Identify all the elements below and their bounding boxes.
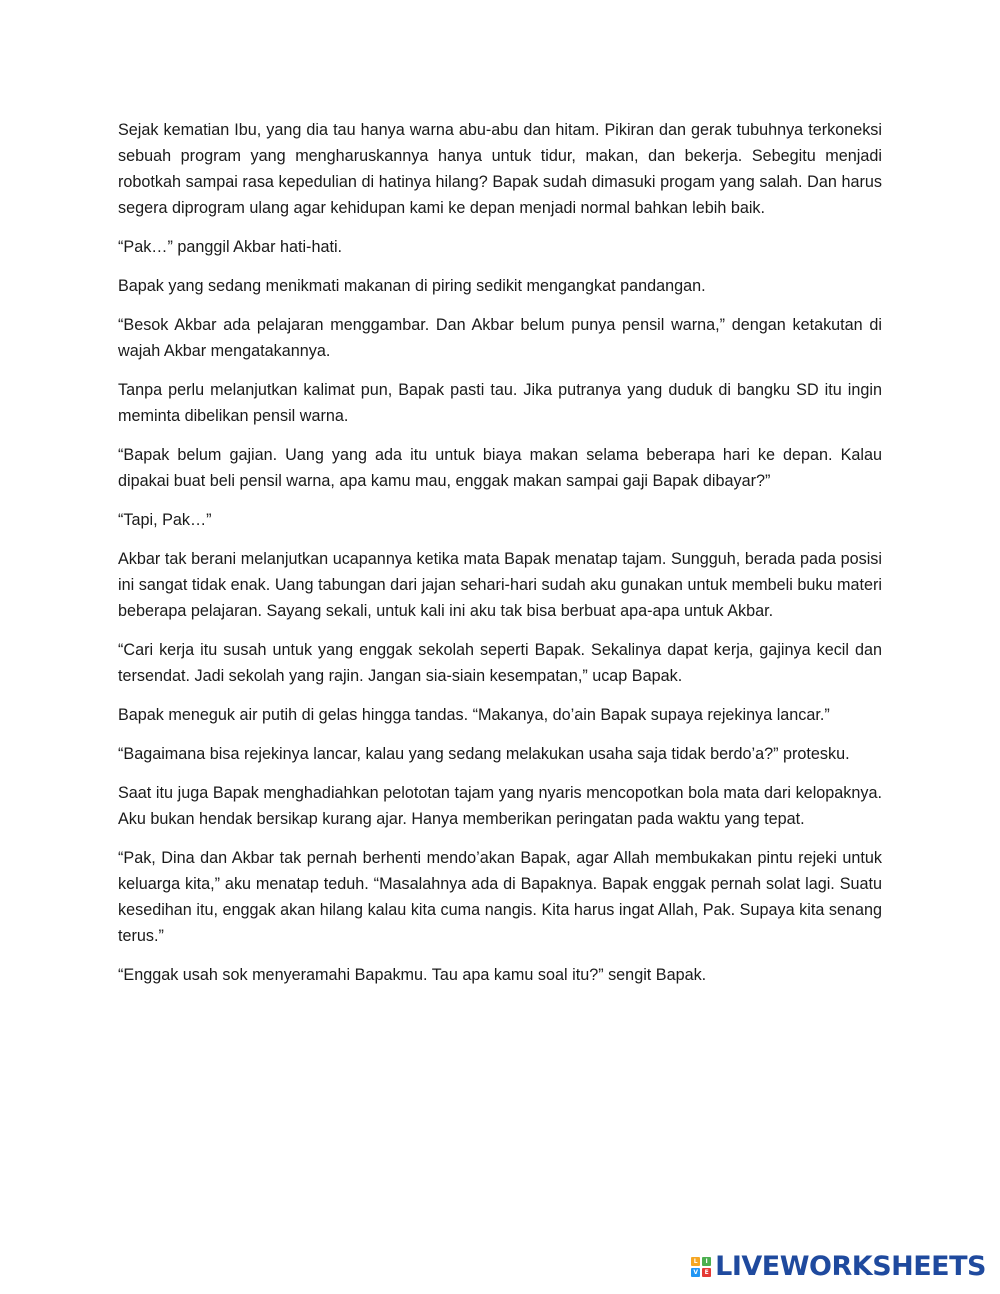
paragraph: Bapak meneguk air putih di gelas hingga tandas. “Makanya, do’ain Bapak supaya rejekinya lancar.” (118, 706, 830, 724)
paragraph: “Enggak usah sok menyeramahi Bapakmu. Tau apa kamu soal itu?” sengit Bapak. (118, 966, 707, 984)
paragraph: Akbar tak berani melanjutkan ucapannya ketika mata Bapak menatap tajam. Sungguh, berada pada posisi ini sangat tidak enak. Uang tabungan dari jajan sehari-hari sudah aku gunakan untuk membeli buku materi beberapa pelajaran. Sayang sekali, untuk kali ini aku tak bisa berbuat apa-apa untuk Akbar. (118, 550, 882, 620)
paragraph: Bapak yang sedang menikmati makanan di piring sedikit mengangkat pandangan. (118, 277, 706, 295)
paragraph: “Bagaimana bisa rejekinya lancar, kalau yang sedang melakukan usaha saja tidak berdo’a?” protesku. (118, 745, 850, 763)
paragraph: “Bapak belum gajian. Uang yang ada itu untuk biaya makan selama beberapa hari ke depan. Kalau dipakai buat beli pensil warna, apa kamu mau, enggak makan sampai gaji Bapak dibayar?” (118, 446, 882, 490)
paragraph: “Besok Akbar ada pelajaran menggambar. Dan Akbar belum punya pensil warna,” dengan ketakutan di wajah Akbar mengatakannya. (118, 316, 882, 360)
logo-block: I (702, 1257, 711, 1266)
paragraph: Tanpa perlu melanjutkan kalimat pun, Bapak pasti tau. Jika putranya yang duduk di bangku SD itu ingin meminta dibelikan pensil warna. (118, 381, 882, 425)
logo-block: E (702, 1268, 711, 1277)
paragraph: Sejak kematian Ibu, yang dia tau hanya warna abu-abu dan hitam. Pikiran dan gerak tubuhnya terkoneksi sebuah program yang mengharuskannya hanya untuk tidur, makan, dan bekerja. Sebegitu menjadi robotkah sampai rasa kepedulian di hatinya hilang? Bapak sudah dimasuki progam yang salah. Dan harus segera diprogram ulang agar kehidupan kami ke depan menjadi normal bahkan lebih baik. (118, 121, 882, 217)
paragraph: Saat itu juga Bapak menghadiahkan pelototan tajam yang nyaris mencopotkan bola mata dari kelopaknya. Aku bukan hendak bersikap kurang ajar. Hanya memberikan peringatan pada waktu yang tepat. (118, 784, 882, 828)
logo-text: LIVEWORKSHEETS (715, 1251, 986, 1282)
paragraph: “Pak, Dina dan Akbar tak pernah berhenti mendo’akan Bapak, agar Allah membukakan pintu rejeki untuk keluarga kita,” aku menatap teduh. “Masalahnya ada di Bapaknya. Bapak enggak pernah solat lagi. Suatu kesedihan itu, enggak akan hilang kalau kita cuma nangis. Kita harus ingat Allah, Pak. Supaya kita senang terus.” (118, 849, 882, 945)
logo-mark-icon (691, 1257, 711, 1277)
paragraph: “Pak…” panggil Akbar hati-hati. (118, 238, 343, 256)
logo-block: L (691, 1257, 700, 1266)
liveworksheets-logo[interactable] (691, 1252, 986, 1282)
paragraph: “Cari kerja itu susah untuk yang enggak sekolah seperti Bapak. Sekalinya dapat kerja, gajinya kecil dan tersendat. Jadi sekolah yang rajin. Jangan sia-siain kesempatan,” ucap Bapak. (118, 641, 882, 685)
paragraph: “Tapi, Pak…” (118, 511, 212, 529)
logo-block: V (691, 1268, 700, 1277)
document-body (118, 117, 882, 1001)
